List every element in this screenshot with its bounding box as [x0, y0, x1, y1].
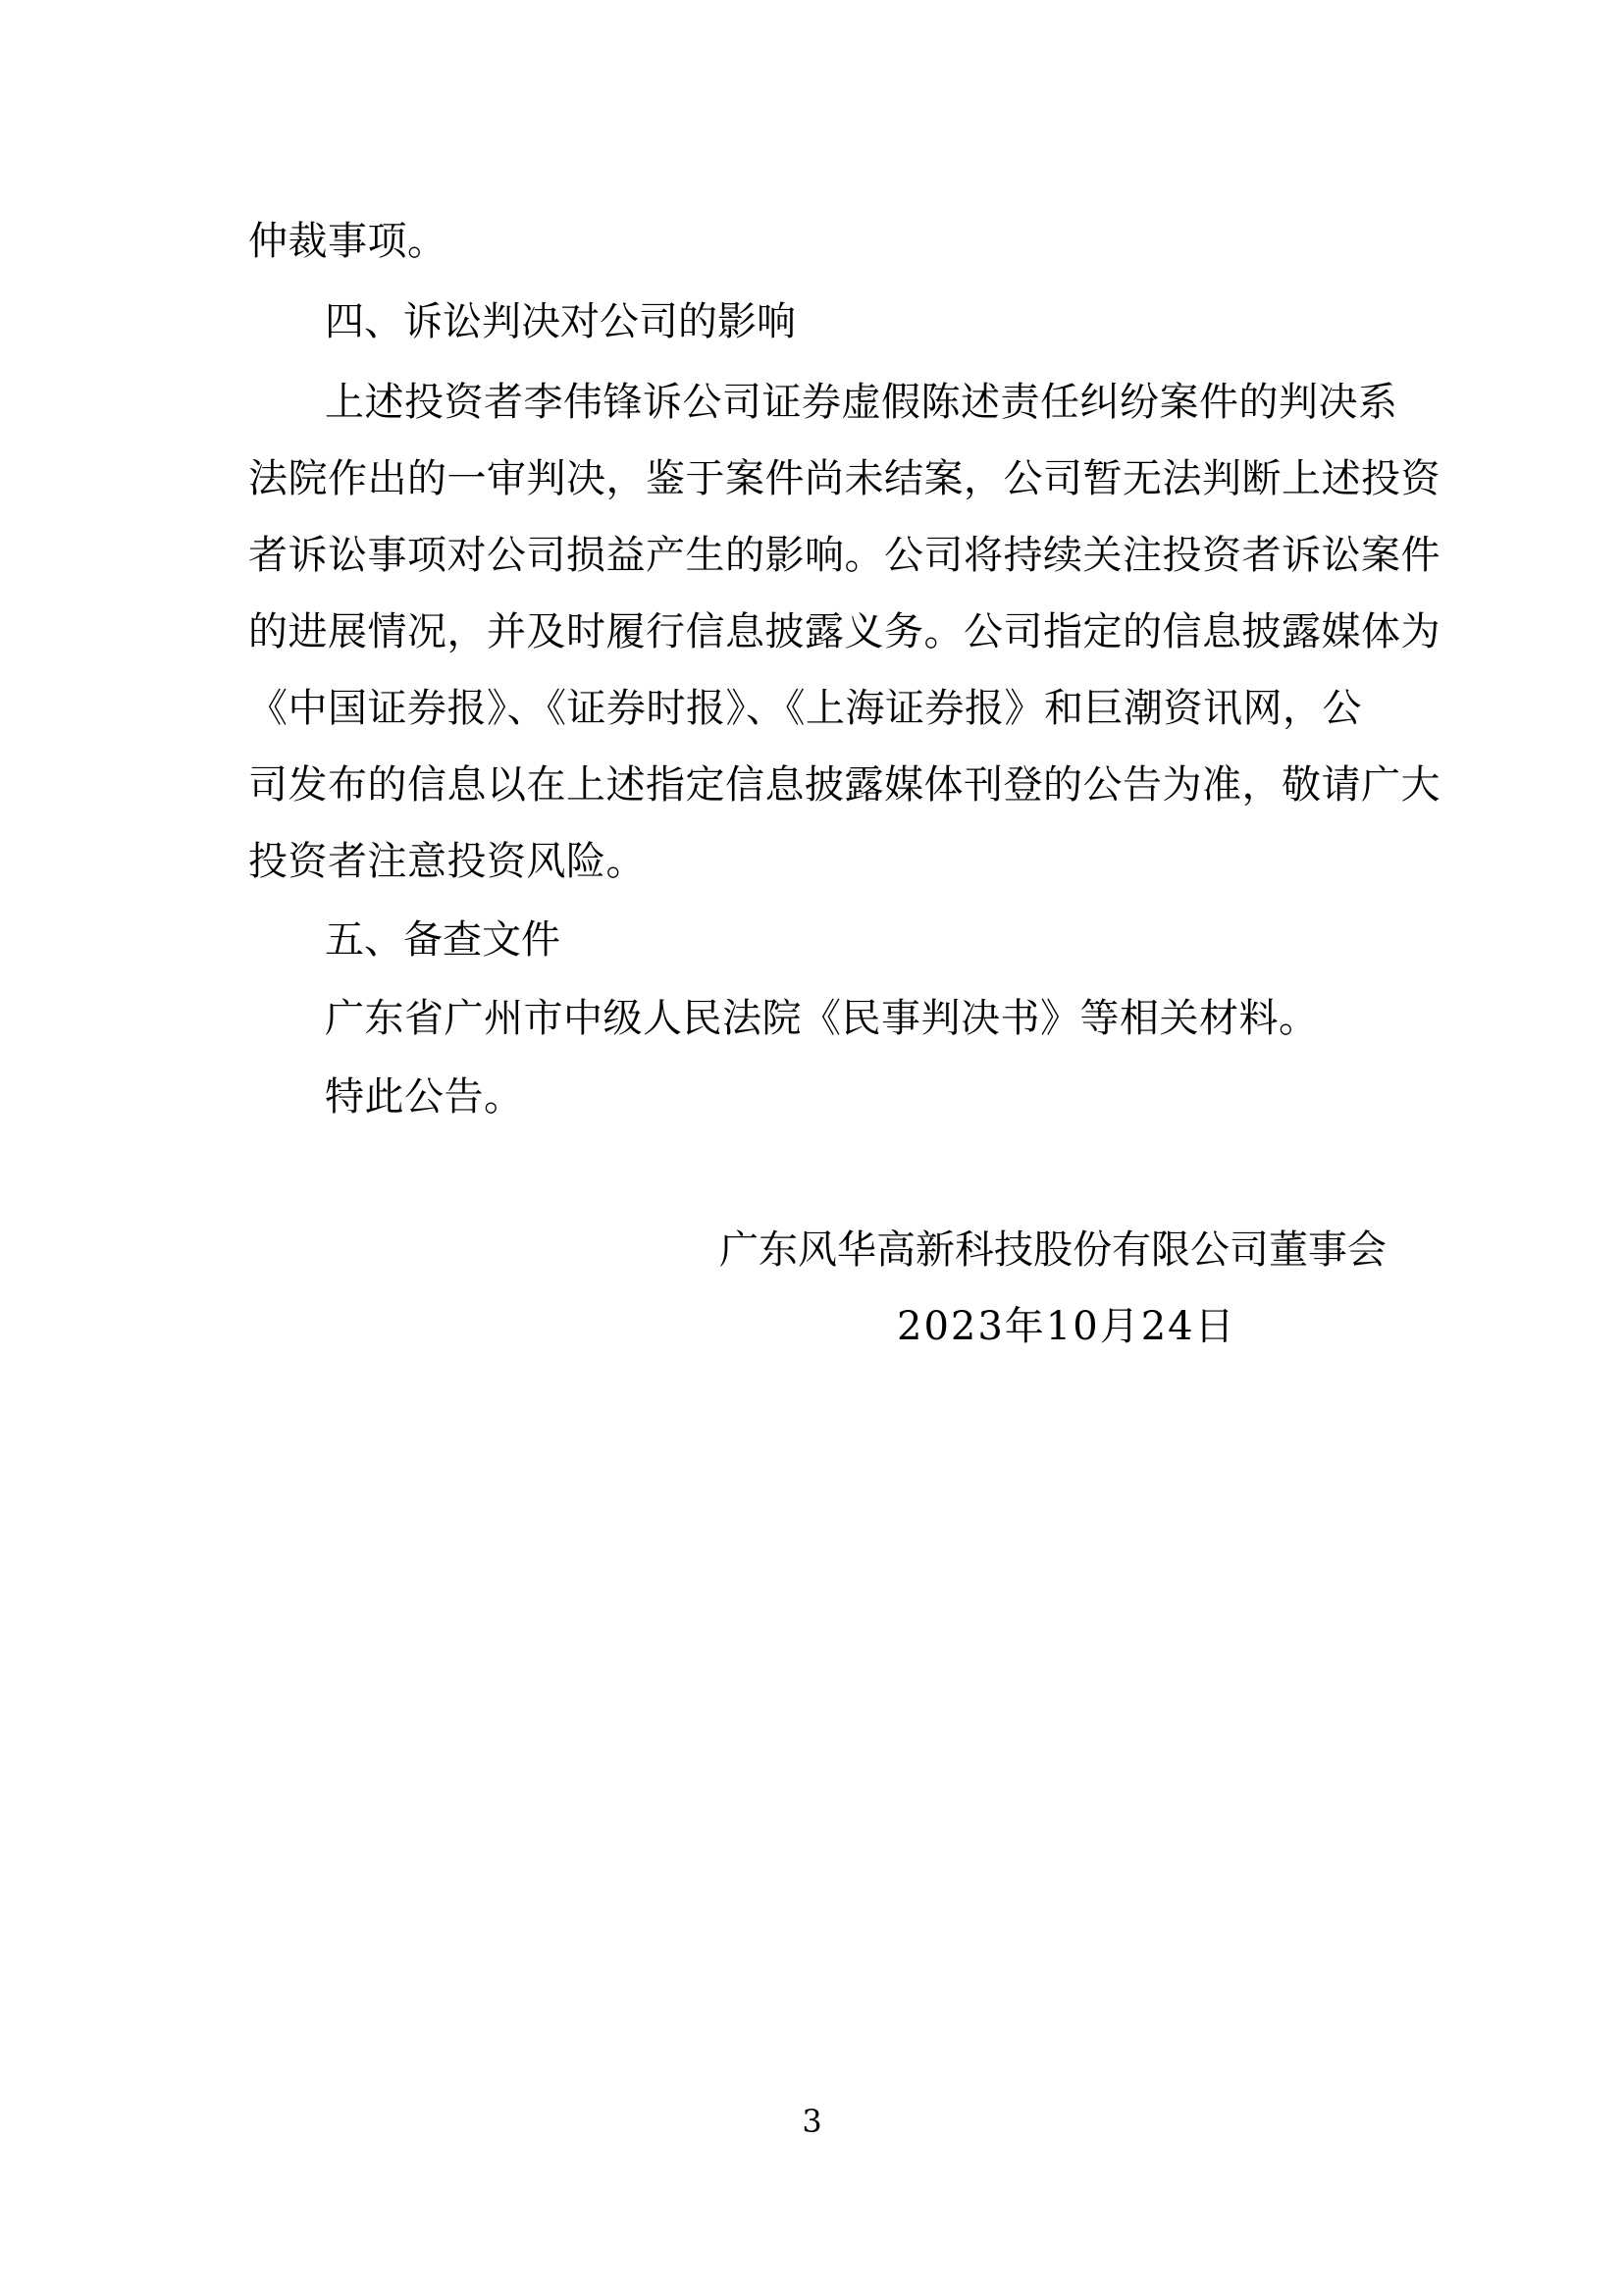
- paragraph-line: 广东省广州市中级人民法院《民事判决书》等相关材料。: [325, 996, 1319, 1041]
- section-heading-5: 五、备查文件: [325, 917, 560, 963]
- paragraph-line: 《中国证券报》、《证券时报》、《上海证券报》和巨潮资讯网，公: [248, 686, 1362, 731]
- paragraph-line: 法院作出的一审判决，鉴于案件尚未结案，公司暂无法判断上述投资: [248, 456, 1441, 501]
- paragraph-line: 者诉讼事项对公司损益产生的影响。公司将持续关注投资者诉讼案件: [248, 533, 1441, 578]
- section-heading-4: 四、诉讼判决对公司的影响: [325, 299, 796, 344]
- signature-company: 广东风华高新科技股份有限公司董事会: [719, 1227, 1387, 1273]
- paragraph-line: 仲裁事项。: [248, 219, 447, 264]
- signature-date: 2023年10月24日: [897, 1304, 1236, 1349]
- paragraph-line: 的进展情况，并及时履行信息披露义务。公司指定的信息披露媒体为: [248, 609, 1441, 654]
- closing-line: 特此公告。: [325, 1074, 524, 1120]
- paragraph-line: 投资者注意投资风险。: [248, 839, 646, 884]
- page-number: 3: [802, 2103, 822, 2140]
- paragraph-line: 上述投资者李伟锋诉公司证券虚假陈述责任纠纷案件的判决系: [325, 380, 1398, 425]
- paragraph-line: 司发布的信息以在上述指定信息披露媒体刊登的公告为准，敬请广大: [248, 762, 1441, 808]
